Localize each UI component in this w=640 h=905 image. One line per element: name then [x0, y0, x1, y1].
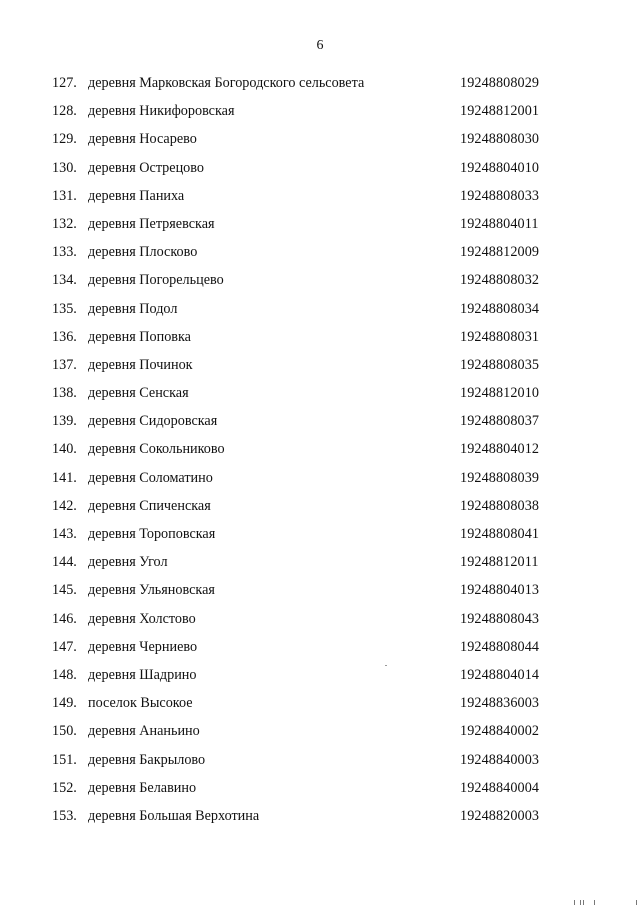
oktmo-code: 19248808031: [460, 328, 540, 345]
settlement-name: деревня Починок: [88, 356, 193, 373]
oktmo-code: 19248808033: [460, 187, 540, 204]
settlement-name: деревня Поповка: [88, 328, 191, 345]
list-item: [0, 750, 640, 778]
settlement-name: деревня Сокольниково: [88, 441, 225, 458]
oktmo-code: 19248808043: [460, 610, 540, 627]
item-number: 140.: [52, 441, 77, 458]
item-number: 134.: [52, 272, 77, 289]
list-item: [0, 637, 640, 665]
oktmo-code: 19248836003: [460, 695, 540, 712]
oktmo-code: 19248840002: [460, 723, 540, 740]
list-item: [0, 693, 640, 721]
item-number: 132.: [52, 215, 77, 232]
item-number: 129.: [52, 131, 77, 148]
list-item: [0, 468, 640, 496]
settlement-name: деревня Острецово: [88, 159, 204, 176]
oktmo-code: 19248804011: [460, 215, 539, 232]
list-item: [0, 214, 640, 242]
settlement-name: деревня Сидоровская: [88, 413, 218, 430]
list-item: [0, 496, 640, 524]
item-number: 136.: [52, 328, 77, 345]
list-item: [0, 355, 640, 383]
item-number: 142.: [52, 497, 77, 514]
settlement-name: деревня Подол: [88, 300, 178, 317]
settlement-name: деревня Ананьино: [88, 723, 200, 740]
settlement-name: деревня Угол: [88, 554, 168, 571]
settlement-list: [0, 73, 640, 834]
oktmo-code: 19248808039: [460, 469, 540, 486]
oktmo-code: 19248808029: [460, 75, 540, 91]
list-item: [0, 439, 640, 467]
list-item: [0, 580, 640, 608]
item-number: 146.: [52, 610, 77, 627]
settlement-name: поселок Высокое: [88, 695, 193, 712]
settlement-name: деревня Холстово: [88, 610, 196, 627]
list-item: [0, 778, 640, 806]
scan-artifact-marks: [572, 898, 640, 905]
item-number: 152.: [52, 779, 77, 796]
list-item: [0, 242, 640, 270]
item-number: 141.: [52, 469, 77, 486]
list-item: [0, 552, 640, 580]
list-item: [0, 270, 640, 298]
item-number: 153.: [52, 807, 77, 824]
oktmo-code: 19248812009: [460, 244, 540, 261]
settlement-name: деревня Носарево: [88, 131, 197, 148]
item-number: 133.: [52, 244, 77, 261]
settlement-name: деревня Большая Верхотина: [88, 807, 260, 824]
settlement-name: деревня Петряевская: [88, 215, 215, 232]
item-number: 147.: [52, 638, 77, 655]
list-item: [0, 411, 640, 439]
settlement-name: деревня Марковская Богородского сельсовета: [88, 75, 365, 91]
oktmo-code: 19248808030: [460, 131, 540, 148]
item-number: 135.: [52, 300, 77, 317]
item-number: 145.: [52, 582, 77, 599]
list-item: [0, 186, 640, 214]
settlement-name: деревня Паниха: [88, 187, 185, 204]
oktmo-code: 19248804012: [460, 441, 540, 458]
item-number: 130.: [52, 159, 77, 176]
item-number: 128.: [52, 103, 77, 120]
item-number: 150.: [52, 723, 77, 740]
list-item: [0, 609, 640, 637]
item-number: 139.: [52, 413, 77, 430]
settlement-name: деревня Плосково: [88, 244, 198, 261]
item-number: 148.: [52, 666, 77, 683]
item-number: 138.: [52, 385, 77, 402]
list-item: [0, 806, 640, 834]
item-number: 127.: [52, 75, 77, 91]
oktmo-code: 19248808032: [460, 272, 540, 289]
settlement-name: деревня Тороповская: [88, 526, 216, 542]
settlement-name: деревня Сенская: [88, 385, 189, 402]
item-number: 143.: [52, 526, 77, 542]
item-number: 144.: [52, 554, 77, 571]
list-item: [0, 524, 640, 552]
oktmo-code: 19248840003: [460, 751, 540, 768]
list-item: [0, 299, 640, 327]
oktmo-code: 19248804010: [460, 159, 540, 176]
oktmo-code: 19248808035: [460, 356, 540, 373]
oktmo-code: 19248812011: [460, 554, 539, 571]
list-item: [0, 327, 640, 355]
oktmo-code: 19248808037: [460, 413, 540, 430]
scan-artifact-dot: [385, 665, 387, 666]
settlement-name: деревня Черниево: [88, 638, 198, 655]
oktmo-code: 19248840004: [460, 779, 540, 796]
oktmo-code: 19248808044: [460, 638, 540, 655]
item-number: 131.: [52, 187, 77, 204]
list-item: [0, 721, 640, 749]
settlement-name: деревня Шадрино: [88, 666, 197, 683]
settlement-name: деревня Бакрылово: [88, 751, 206, 768]
settlement-name: деревня Белавино: [88, 779, 197, 796]
item-number: 137.: [52, 356, 77, 373]
list-item: [0, 383, 640, 411]
list-item: [0, 101, 640, 129]
oktmo-code: 19248820003: [460, 807, 540, 824]
list-item: [0, 129, 640, 157]
page-number: 6: [316, 38, 324, 53]
oktmo-code: 19248812010: [460, 385, 540, 402]
settlement-name: деревня Погорельцево: [88, 272, 224, 289]
list-item: [0, 665, 640, 693]
settlement-name: деревня Спиченская: [88, 497, 211, 514]
oktmo-code: 19248804013: [460, 582, 540, 599]
item-number: 149.: [52, 695, 77, 712]
oktmo-code: 19248808034: [460, 300, 540, 317]
settlement-name: деревня Соломатино: [88, 469, 213, 486]
list-item: [0, 158, 640, 186]
settlement-name: деревня Никифоровская: [88, 103, 235, 120]
settlement-name: деревня Ульяновская: [88, 582, 215, 599]
oktmo-code: 19248808041: [460, 526, 540, 542]
oktmo-code: 19248812001: [460, 103, 540, 120]
item-number: 151.: [52, 751, 77, 768]
oktmo-code: 19248808038: [460, 497, 540, 514]
list-item: [0, 73, 640, 101]
oktmo-code: 19248804014: [460, 666, 540, 683]
